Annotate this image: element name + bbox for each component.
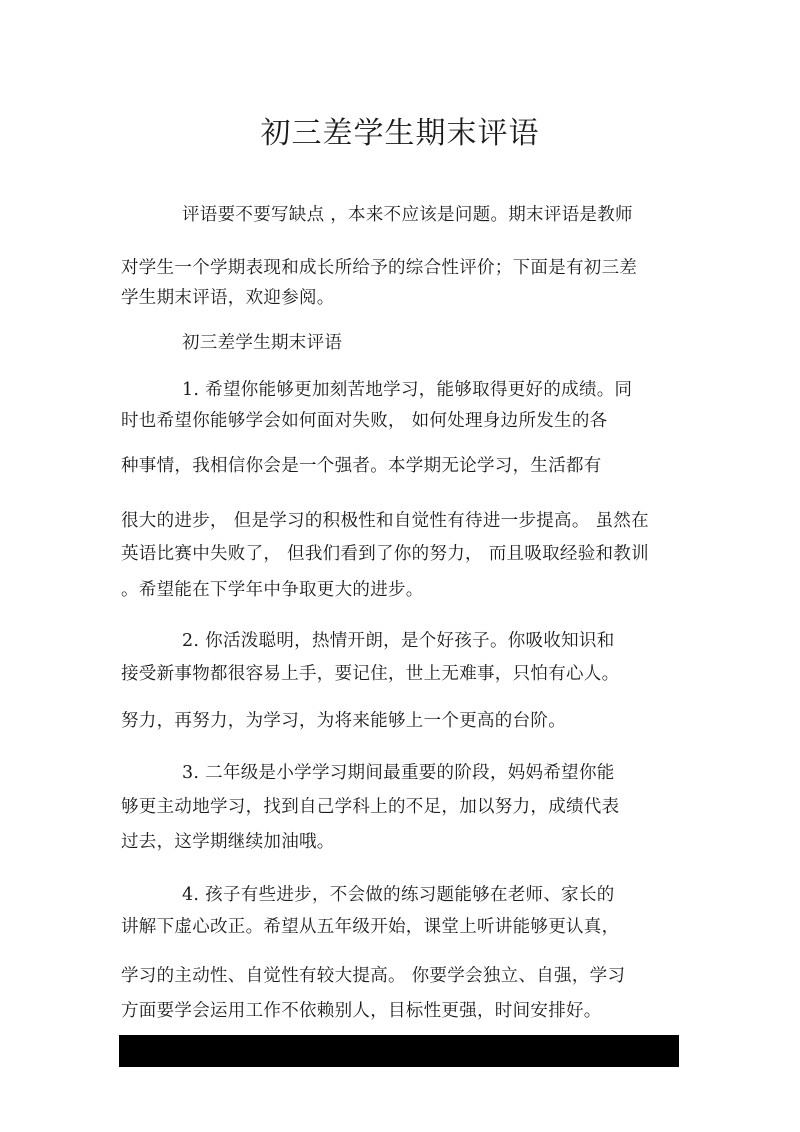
- comment-line: 讲解下虚心改正。希望从五年级开始，课堂上听讲能够更认真，: [121, 917, 620, 937]
- comment-line: 时也希望你能够学会如何面对失败， 如何处理身边所发生的各: [121, 411, 608, 431]
- comment-line: 接受新事物都很容易上手，要记住，世上无难事，只怕有心人。: [121, 664, 620, 684]
- comment-line: 种事情，我相信你会是一个强者。本学期无论学习，生活都有: [121, 456, 602, 476]
- comment-line: 努力，再努力，为学习，为将来能够上一个更高的台阶。: [121, 711, 566, 731]
- comment-line: 英语比赛中失败了， 但我们看到了你的努力， 而且吸取经验和教训: [121, 544, 649, 564]
- comment-line: 4. 孩子有些进步，不会做的练习题能够在老师、家长的: [182, 885, 615, 905]
- comment-line: 1. 希望你能够更加刻苦地学习，能够取得更好的成绩。同: [182, 380, 633, 400]
- intro-line: 对学生一个学期表现和成长所给予的综合性评价；下面是有初三差: [121, 258, 638, 278]
- comment-line: 。希望能在下学年中争取更大的进步。: [121, 580, 424, 600]
- comment-line: 3. 二年级是小学学习期间最重要的阶段，妈妈希望你能: [182, 763, 615, 783]
- comment-line: 2. 你活泼聪明，热情开朗，是个好孩子。你吸收知识和: [182, 631, 615, 651]
- comment-line: 方面要学会运用工作不依赖别人，目标性更强，时间安排好。: [121, 1001, 602, 1021]
- intro-line: 学生期末评语，欢迎参阅。: [121, 288, 335, 308]
- comment-line: 过去，这学期继续加油哦。: [121, 832, 335, 852]
- comment-line: 学习的主动性、自觉性有较大提高。 你要学会独立、自强，学习: [121, 966, 626, 986]
- section-subtitle: 初三差学生期末评语: [182, 333, 343, 353]
- comment-line: 很大的进步， 但是学习的积极性和自觉性有待进一步提高。 虽然在: [121, 511, 649, 531]
- intro-line: 评语要不要写缺点 ，本来不应该是问题。期末评语是教师: [182, 205, 633, 225]
- redaction-bar: [119, 1035, 679, 1067]
- comment-line: 够更主动地学习，找到自己学科上的不足，加以努力，成绩代表: [121, 797, 620, 817]
- document-title: 初三差学生期末评语: [260, 116, 540, 151]
